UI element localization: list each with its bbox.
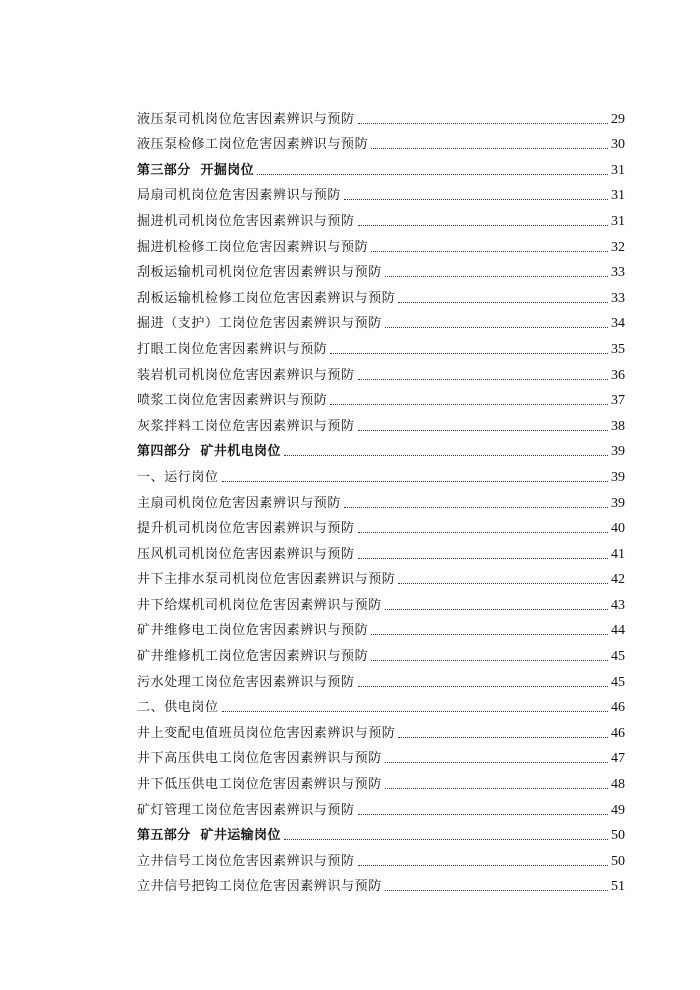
dot-leader bbox=[222, 710, 608, 712]
toc-entry-page-number: 47 bbox=[611, 751, 625, 767]
dot-leader bbox=[358, 429, 608, 431]
toc-entry-page-number: 42 bbox=[611, 572, 625, 588]
table-of-contents bbox=[137, 102, 625, 895]
toc-entry[interactable] bbox=[137, 691, 625, 717]
toc-entry-title: 污水处理工岗位危害因素辨识与预防 bbox=[137, 674, 355, 690]
toc-entry-title: 二、供电岗位 bbox=[137, 700, 219, 716]
toc-entry-title: 矿井维修电工岗位危害因素辨识与预防 bbox=[137, 623, 369, 639]
dot-leader bbox=[398, 736, 608, 738]
dot-leader bbox=[371, 659, 608, 661]
toc-entry[interactable] bbox=[137, 665, 625, 691]
toc-entry-page-number: 50 bbox=[611, 828, 625, 844]
dot-leader bbox=[385, 787, 608, 789]
toc-entry-title: 掘进（支护）工岗位危害因素辨识与预防 bbox=[137, 316, 382, 332]
toc-entry[interactable] bbox=[137, 716, 625, 742]
toc-entry[interactable] bbox=[137, 460, 625, 486]
toc-entry-page-number: 33 bbox=[611, 265, 625, 281]
toc-entry-page-number: 35 bbox=[611, 341, 625, 357]
dot-leader bbox=[398, 301, 608, 303]
toc-entry-page-number: 43 bbox=[611, 597, 625, 613]
dot-leader bbox=[358, 122, 608, 124]
dot-leader bbox=[385, 761, 608, 763]
dot-leader bbox=[385, 275, 608, 277]
dot-leader bbox=[284, 838, 608, 840]
toc-entry-title: 一、运行岗位 bbox=[137, 469, 219, 485]
toc-entry-page-number: 46 bbox=[611, 700, 625, 716]
toc-entry[interactable] bbox=[137, 409, 625, 435]
toc-entry-page-number: 50 bbox=[611, 853, 625, 869]
toc-entry-title: 喷浆工岗位危害因素辨识与预防 bbox=[137, 393, 328, 409]
dot-leader bbox=[398, 582, 608, 584]
toc-entry-page-number: 31 bbox=[611, 213, 625, 229]
toc-entry-title: 井下给煤机司机岗位危害因素辨识与预防 bbox=[137, 597, 382, 613]
dot-leader bbox=[330, 403, 608, 405]
toc-entry-page-number: 39 bbox=[611, 495, 625, 511]
dot-leader bbox=[358, 531, 608, 533]
dot-leader bbox=[385, 326, 608, 328]
dot-leader bbox=[344, 198, 608, 200]
dot-leader bbox=[371, 250, 608, 252]
toc-entry-page-number: 46 bbox=[611, 725, 625, 741]
toc-entry-title: 掘进机司机岗位危害因素辨识与预防 bbox=[137, 213, 355, 229]
dot-leader bbox=[385, 889, 608, 891]
toc-entry-page-number: 38 bbox=[611, 418, 625, 434]
toc-entry[interactable] bbox=[137, 281, 625, 307]
toc-entry-page-number: 34 bbox=[611, 316, 625, 332]
toc-entry[interactable] bbox=[137, 128, 625, 154]
dot-leader bbox=[222, 480, 608, 482]
toc-entry-page-number: 37 bbox=[611, 393, 625, 409]
toc-entry-title: 第四部分 矿井机电岗位 bbox=[137, 444, 281, 460]
toc-entry-title: 灰浆拌料工岗位危害因素辨识与预防 bbox=[137, 418, 355, 434]
dot-leader bbox=[344, 506, 608, 508]
toc-entry-title: 第三部分 开掘岗位 bbox=[137, 162, 255, 178]
toc-entry-page-number: 29 bbox=[611, 111, 625, 127]
toc-entry-title: 液压泵检修工岗位危害因素辨识与预防 bbox=[137, 137, 369, 153]
toc-entry[interactable] bbox=[137, 307, 625, 333]
toc-entry[interactable] bbox=[137, 204, 625, 230]
toc-entry-title: 刮板运输机司机岗位危害因素辨识与预防 bbox=[137, 265, 382, 281]
toc-section-heading[interactable] bbox=[137, 153, 625, 179]
dot-leader bbox=[358, 557, 608, 559]
toc-entry-page-number: 39 bbox=[611, 469, 625, 485]
dot-leader bbox=[385, 608, 608, 610]
toc-entry-page-number: 30 bbox=[611, 137, 625, 153]
toc-entry[interactable] bbox=[137, 102, 625, 128]
toc-entry-page-number: 51 bbox=[611, 879, 625, 895]
toc-entry[interactable] bbox=[137, 870, 625, 896]
toc-entry-page-number: 31 bbox=[611, 162, 625, 178]
toc-entry-page-number: 32 bbox=[611, 239, 625, 255]
toc-section-heading[interactable] bbox=[137, 819, 625, 845]
toc-entry[interactable] bbox=[137, 588, 625, 614]
dot-leader bbox=[358, 813, 608, 815]
dot-leader bbox=[358, 864, 608, 866]
dot-leader bbox=[371, 633, 608, 635]
toc-entry-title: 压风机司机岗位危害因素辨识与预防 bbox=[137, 546, 355, 562]
toc-entry-title: 矿井维修机工岗位危害因素辨识与预防 bbox=[137, 649, 369, 665]
toc-entry[interactable] bbox=[137, 332, 625, 358]
toc-entry-page-number: 49 bbox=[611, 802, 625, 818]
toc-entry[interactable] bbox=[137, 844, 625, 870]
toc-entry-title: 打眼工岗位危害因素辨识与预防 bbox=[137, 341, 328, 357]
toc-entry-page-number: 33 bbox=[611, 290, 625, 306]
toc-entry-title: 井下高压供电工岗位危害因素辨识与预防 bbox=[137, 751, 382, 767]
toc-entry-page-number: 44 bbox=[611, 623, 625, 639]
toc-entry-page-number: 45 bbox=[611, 649, 625, 665]
toc-entry-title: 矿灯管理工岗位危害因素辨识与预防 bbox=[137, 802, 355, 818]
toc-entry-title: 装岩机司机岗位危害因素辨识与预防 bbox=[137, 367, 355, 383]
toc-entry[interactable] bbox=[137, 384, 625, 410]
toc-entry[interactable] bbox=[137, 563, 625, 589]
toc-entry[interactable] bbox=[137, 742, 625, 768]
dot-leader bbox=[371, 147, 608, 149]
toc-entry-title: 局扇司机岗位危害因素辨识与预防 bbox=[137, 188, 342, 204]
toc-entry-title: 提升机司机岗位危害因素辨识与预防 bbox=[137, 521, 355, 537]
toc-entry-title: 井下低压供电工岗位危害因素辨识与预防 bbox=[137, 777, 382, 793]
toc-entry-page-number: 45 bbox=[611, 674, 625, 690]
toc-entry-title: 第五部分 矿井运输岗位 bbox=[137, 828, 281, 844]
toc-entry[interactable] bbox=[137, 230, 625, 256]
toc-entry-page-number: 31 bbox=[611, 188, 625, 204]
dot-leader bbox=[257, 173, 608, 175]
toc-entry-title: 掘进机检修工岗位危害因素辨识与预防 bbox=[137, 239, 369, 255]
toc-entry[interactable] bbox=[137, 767, 625, 793]
toc-entry-title: 刮板运输机检修工岗位危害因素辨识与预防 bbox=[137, 290, 396, 306]
dot-leader bbox=[284, 454, 608, 456]
toc-entry[interactable] bbox=[137, 179, 625, 205]
toc-entry-page-number: 36 bbox=[611, 367, 625, 383]
toc-entry[interactable] bbox=[137, 793, 625, 819]
toc-entry-title: 井下主排水泵司机岗位危害因素辨识与预防 bbox=[137, 572, 396, 588]
toc-entry[interactable] bbox=[137, 256, 625, 282]
toc-entry[interactable] bbox=[137, 486, 625, 512]
toc-entry-title: 立井信号工岗位危害因素辨识与预防 bbox=[137, 853, 355, 869]
toc-entry-title: 主扇司机岗位危害因素辨识与预防 bbox=[137, 495, 342, 511]
toc-entry-page-number: 40 bbox=[611, 521, 625, 537]
dot-leader bbox=[358, 378, 608, 380]
toc-entry[interactable] bbox=[137, 512, 625, 538]
dot-leader bbox=[358, 224, 608, 226]
toc-entry-page-number: 41 bbox=[611, 546, 625, 562]
toc-entry[interactable] bbox=[137, 614, 625, 640]
toc-entry-page-number: 39 bbox=[611, 444, 625, 460]
toc-entry[interactable] bbox=[137, 358, 625, 384]
toc-entry-title: 液压泵司机岗位危害因素辨识与预防 bbox=[137, 111, 355, 127]
toc-entry-page-number: 48 bbox=[611, 777, 625, 793]
toc-entry[interactable] bbox=[137, 537, 625, 563]
toc-entry[interactable] bbox=[137, 639, 625, 665]
dot-leader bbox=[358, 685, 608, 687]
toc-section-heading[interactable] bbox=[137, 435, 625, 461]
toc-entry-title: 立井信号把钩工岗位危害因素辨识与预防 bbox=[137, 879, 382, 895]
toc-entry-title: 井上变配电值班员岗位危害因素辨识与预防 bbox=[137, 725, 396, 741]
dot-leader bbox=[330, 352, 608, 354]
